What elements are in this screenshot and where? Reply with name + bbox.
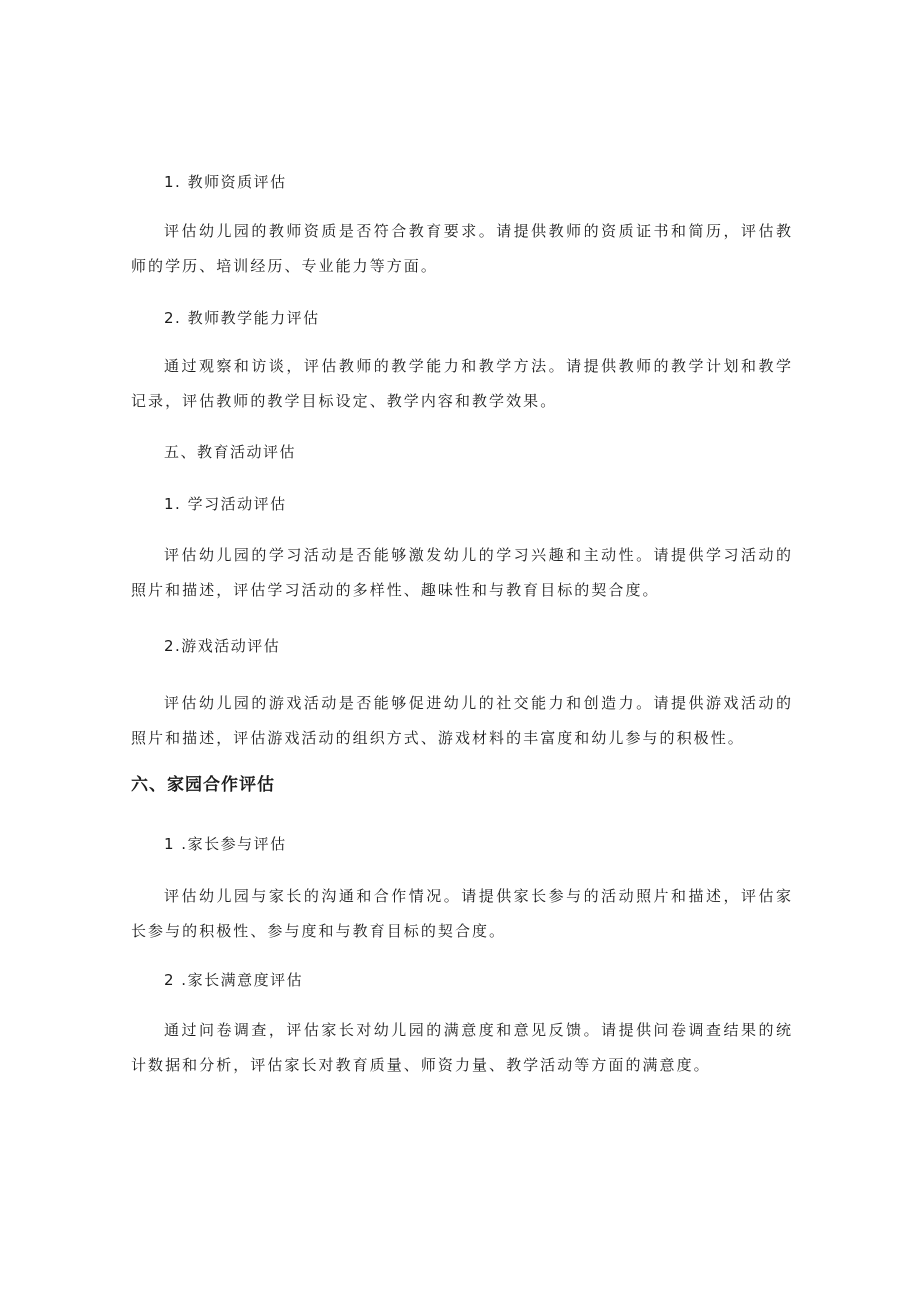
subheading-teacher-qualification: 1. 教师资质评估	[164, 173, 287, 191]
paragraph-teaching-ability: 通过观察和访谈，评估教师的教学能力和教学方法。请提供教师的教学计划和教学记录，评估教师的教学目标设定、教学内容和教学效果。	[131, 357, 793, 410]
subheading-game-activities: 2.游戏活动评估	[164, 637, 281, 655]
subheading-parent-participation: 1 .家长参与评估	[164, 835, 287, 853]
paragraph-parent-participation: 评估幼儿园与家长的沟通和合作情况。请提供家长参与的活动照片和描述，评估家长参与的积极性、参与度和与教育目标的契合度。	[131, 887, 793, 940]
paragraph-teacher-qualification: 评估幼儿园的教师资质是否符合教育要求。请提供教师的资质证书和简历，评估教师的学历、培训经历、专业能力等方面。	[131, 222, 793, 275]
paragraph-game-activities: 评估幼儿园的游戏活动是否能够促进幼儿的社交能力和创造力。请提供游戏活动的照片和描述，评估游戏活动的组织方式、游戏材料的丰富度和幼儿参与的积极性。	[131, 694, 793, 747]
paragraph-learning-activities: 评估幼儿园的学习活动是否能够激发幼儿的学习兴趣和主动性。请提供学习活动的照片和描述，评估学习活动的多样性、趣味性和与教育目标的契合度。	[131, 546, 793, 599]
subheading-teaching-ability: 2. 教师教学能力评估	[164, 309, 320, 327]
paragraph-parent-satisfaction: 通过问卷调查，评估家长对幼儿园的满意度和意见反馈。请提供问卷调查结果的统计数据和分析，评估家长对教育质量、师资力量、教学活动等方面的满意度。	[131, 1021, 793, 1074]
subheading-parent-satisfaction: 2 .家长满意度评估	[164, 971, 304, 989]
section-heading-education-activities: 五、教育活动评估	[164, 443, 297, 461]
section-heading-home-school-cooperation: 六、家园合作评估	[131, 775, 275, 795]
subheading-learning-activities: 1. 学习活动评估	[164, 495, 287, 513]
